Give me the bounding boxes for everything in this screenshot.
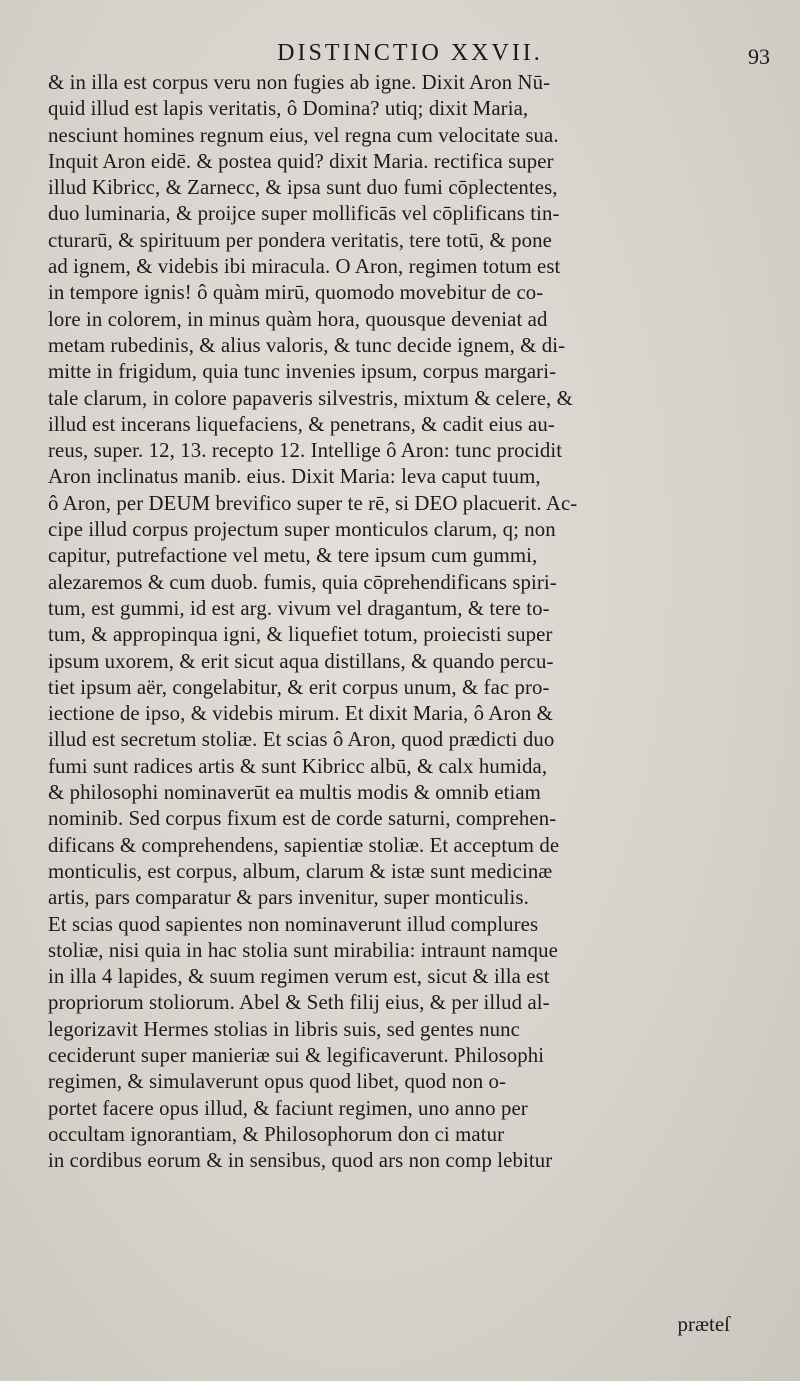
page-number: 93 [748, 44, 770, 69]
text-line: cipe illud corpus projectum super monticulos clarum, q; non [48, 518, 556, 542]
text-line: regimen, & simulaverunt opus quod libet, quod non o- [48, 1070, 507, 1094]
text-line: monticulis, est corpus, album, clarum & istæ sunt medicinæ [48, 859, 553, 883]
text-line: illud Kibricc, & Zarnecc, & ipsa sunt duo fumi cōplectentes, [48, 176, 558, 200]
text-line: in illa 4 lapides, & suum regimen verum est, sicut & illa est [48, 965, 550, 989]
catchword: præteſ [677, 1312, 730, 1336]
text-line: portet facere opus illud, & faciunt regimen, uno anno per [48, 1096, 528, 1120]
text-line: quid illud est lapis veritatis, ô Domina? utiq; dixit Maria, [48, 97, 529, 121]
text-line: nominib. Sed corpus fixum est de corde saturni, comprehen- [48, 807, 557, 831]
text-line: Et scias quod sapientes non nominaverunt illud complures [48, 912, 539, 936]
text-line: tiet ipsum aër, congelabitur, & erit corpus unum, & fac pro- [48, 675, 550, 699]
text-line: alezaremos & cum duob. fumis, quia cōprehendificans spiri- [48, 570, 557, 594]
text-line: tale clarum, in colore papaveris silvestris, mixtum & celere, & [48, 386, 573, 410]
text-line: mitte in frigidum, quia tunc invenies ipsum, corpus margari- [48, 360, 557, 384]
text-line: duo luminaria, & proijce super mollificās vel cōplificans tin- [48, 202, 560, 226]
text-line: metam rubedinis, & alius valoris, & tunc decide ignem, & di- [48, 333, 566, 357]
text-line: artis, pars comparatur & pars invenitur, super monticulis. [48, 886, 529, 910]
running-title: DISTINCTIO XXVII. [277, 40, 543, 66]
text-line: ô Aron, per DEUM brevifico super te rē, si DEO placuerit. Ac- [48, 491, 578, 515]
text-line: in cordibus eorum & in sensibus, quod ars non comp lebitur [48, 1149, 553, 1173]
text-line: ceciderunt super manieriæ sui & legificaverunt. Philosophi [48, 1043, 545, 1067]
text-line: illud est incerans liquefaciens, & penetrans, & cadit eius au- [48, 412, 555, 436]
text-line: propriorum stoliorum. Abel & Seth filij eius, & per illud al- [48, 991, 550, 1015]
text-line: cturarū, & spirituum per pondera veritatis, tere totū, & pone [48, 228, 552, 252]
text-line: Inquit Aron eidē. & postea quid? dixit Maria. rectifica super [48, 149, 554, 173]
text-line: in tempore ignis! ô quàm mirū, quomodo movebitur de co- [48, 281, 544, 305]
text-block [48, 70, 768, 1310]
text-line: legorizavit Hermes stolias in libris suis, sed gentes nunc [48, 1017, 520, 1041]
text-line: lore in colorem, in minus quàm hora, quousque deveniat ad [48, 307, 548, 331]
text-line: stoliæ, nisi quia in hac stolia sunt mirabilia: intraunt namque [48, 938, 558, 962]
text-line: capitur, putrefactione vel metu, & tere ipsum cum gummi, [48, 544, 538, 568]
text-line: & in illa est corpus veru non fugies ab igne. Dixit Aron Nū- [48, 71, 551, 94]
text-line: Aron inclinatus manib. eius. Dixit Maria: leva caput tuum, [48, 465, 541, 489]
text-line: tum, & appropinqua igni, & liquefiet totum, proiecisti super [48, 623, 553, 647]
text-line: illud est secretum stoliæ. Et scias ô Aron, quod prædicti duo [48, 728, 555, 752]
text-line: & philosophi nominaverūt ea multis modis & omnib etiam [48, 781, 541, 805]
text-line: occultam ignorantiam, & Philosophorum don ci matur [48, 1122, 505, 1146]
text-line: nesciunt homines regnum eius, vel regna cum velocitate sua. [48, 123, 559, 147]
text-line: iectione de ipso, & videbis mirum. Et dixit Maria, ô Aron & [48, 702, 553, 726]
text-line: reus, super. 12, 13. recepto 12. Intellige ô Aron: tunc procidit [48, 439, 563, 463]
text-line: fumi sunt radices artis & sunt Kibricc albū, & calx humida, [48, 754, 548, 778]
text-line: dificans & comprehendens, sapientiæ stoliæ. Et acceptum de [48, 833, 560, 857]
text-line: tum, est gummi, id est arg. vivum vel dragantum, & tere to- [48, 596, 550, 620]
text-line: ipsum uxorem, & erit sicut aqua distillans, & quando percu- [48, 649, 554, 673]
text-line: ad ignem, & videbis ibi miracula. O Aron, regimen totum est [48, 255, 561, 279]
